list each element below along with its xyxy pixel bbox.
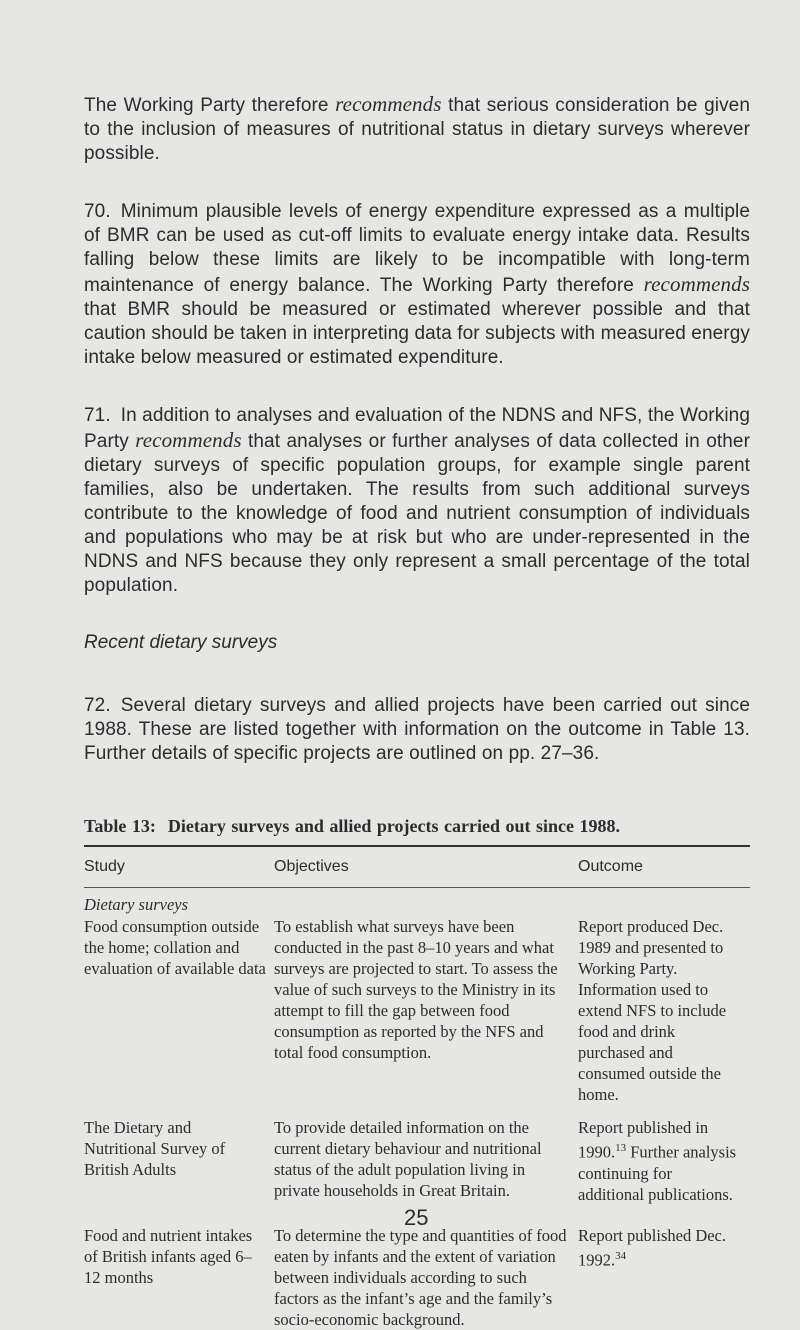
text: In addition to analyses and evaluation of the NDNS and NFS, the Working Party bbox=[84, 405, 750, 452]
text: The Working Party therefore bbox=[84, 95, 336, 116]
reference-superscript: 13 bbox=[615, 1142, 627, 1154]
page-number: 25 bbox=[404, 1205, 429, 1230]
paragraph-70 bbox=[84, 200, 750, 370]
cell-objectives: To establish what surveys have been conducted in the past 8–10 years and what surveys are projected to start. To assess the value of such surveys to the Ministry in its attempt to fill the gap between food consumption as reported by the NFS and total food consumption. bbox=[274, 917, 558, 1062]
table-title: Dietary surveys and allied projects carried out since 1988. bbox=[167, 816, 620, 836]
paragraph-intro bbox=[84, 92, 750, 166]
cell-study: Food and nutrient intakes of British infants aged 6–12 months bbox=[84, 1225, 253, 1287]
paragraph-number: 71. bbox=[84, 405, 111, 426]
header-outcome: Outcome bbox=[578, 858, 643, 875]
text: that serious consideration be given to the inclusion of measures of nutritional status in dietary surveys wherever possible. bbox=[84, 95, 751, 164]
outcome-text: Report published in 1990. bbox=[578, 1118, 709, 1162]
reference-superscript: 34 bbox=[615, 1249, 627, 1262]
table-label: Table 13: bbox=[84, 816, 156, 836]
cell-study: The Dietary and Nutritional Survey of British Adults bbox=[84, 1118, 226, 1179]
paragraph-number: 70. bbox=[84, 201, 111, 222]
cell-outcome bbox=[578, 1117, 750, 1205]
paragraph-71 bbox=[84, 404, 750, 598]
section-heading: Recent dietary surveys bbox=[84, 632, 278, 653]
header-study: Study bbox=[84, 858, 125, 875]
header-objectives: Objectives bbox=[274, 858, 349, 875]
text: Minimum plausible levels of energy expenditure expressed as a multiple of BMR can be used as cut-off limits to evaluate energy intake data. Results falling below these limits are likely to be incompatible with long-term maintenance of energy balance. The Working Party therefore bbox=[84, 201, 750, 296]
table-header bbox=[84, 847, 750, 887]
outcome-text: Report published Dec. 1992. bbox=[578, 1225, 727, 1269]
table-section-label: Dietary surveys bbox=[84, 895, 189, 914]
text: that BMR should be measured or estimated wherever possible and that caution should be taken in interpreting data for subjects with measured energy intake below measured or estimated expenditure. bbox=[84, 299, 750, 368]
table-header-rule bbox=[84, 887, 750, 888]
emphasis: recommends bbox=[643, 272, 750, 296]
cell-outcome: Report produced Dec. 1989 and presented to Working Party. Information used to extend NFS to include food and drink purchased and consumed outside the home. bbox=[578, 917, 727, 1104]
cell-objectives: To provide detailed information on the current dietary behaviour and nutritional status of the adult population living in private households in Great Britain. bbox=[274, 1118, 542, 1200]
table-caption bbox=[84, 816, 750, 837]
paragraph-number: 72. bbox=[84, 695, 111, 716]
text: Several dietary surveys and allied projects have been carried out since 1988. These are listed together with information on the outcome in Table 13. Further details of specific projects are outlined on pp. 27–36. bbox=[84, 695, 750, 764]
emphasis: recommends bbox=[135, 428, 242, 452]
text: that analyses or further analyses of data collected in other dietary surveys of specific population groups, for example single parent families, also be undertaken. The results from such additional surveys contribute to the knowledge of food and nutrient consumption of individuals and populations who may be at risk but who are under-represented in the NDNS and NFS because they only represent a small percentage of the total population. bbox=[84, 431, 750, 596]
paragraph-72 bbox=[84, 694, 750, 766]
table-row bbox=[84, 1117, 750, 1205]
cell-study: Food consumption outside the home; collation and evaluation of available data bbox=[84, 917, 266, 978]
table-row bbox=[84, 916, 750, 1105]
emphasis: recommends bbox=[335, 92, 442, 116]
cell-objectives: To determine the type and quantities of food eaten by infants and the extent of variation between individuals according to such factors as the infant’s age and the family’s socio-economic background. bbox=[274, 1225, 567, 1329]
outcome-text: Further analysis continuing for additional publications. bbox=[578, 1142, 737, 1204]
